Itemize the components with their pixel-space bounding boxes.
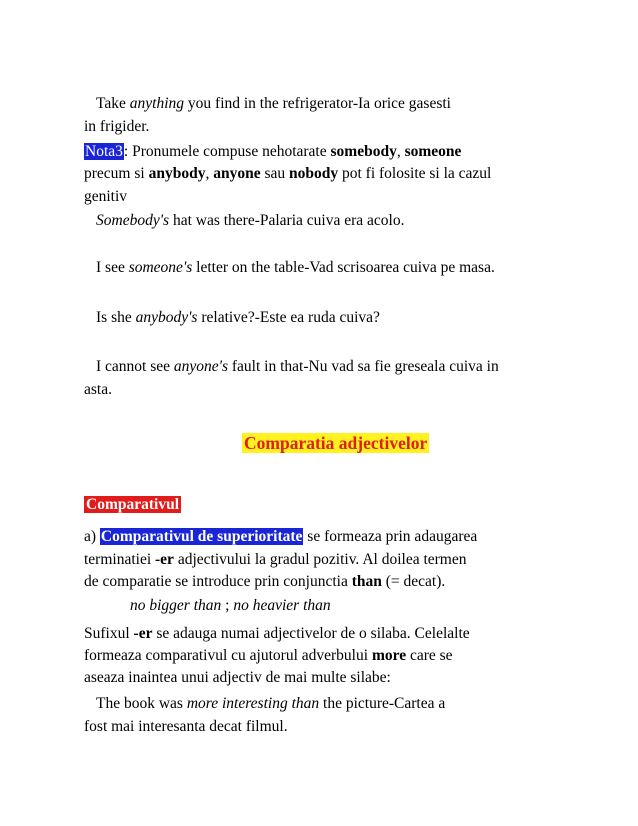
rule-highlight: Comparativul de superioritate: [100, 528, 303, 545]
example-line: [96, 694, 445, 714]
emphasis-word: anyone's: [173, 358, 229, 375]
text: ,: [205, 165, 214, 182]
note-line: [84, 164, 491, 184]
text: fault in that-Nu vad sa fie greseala cuiva in: [228, 358, 499, 375]
text: (= decat).: [381, 573, 446, 590]
bold-term: than: [351, 573, 382, 590]
text: I see: [96, 259, 129, 276]
bold-term: nobody: [289, 165, 339, 182]
note-line: [84, 187, 127, 207]
text: letter on the table-Vad scrisoarea cuiva pe masa.: [192, 259, 495, 276]
text: genitiv: [84, 188, 128, 205]
text: the picture-Cartea a: [319, 695, 446, 712]
example-line: [96, 258, 495, 278]
text: Is she: [96, 309, 136, 326]
text: : Pronumele compuse nehotarate: [123, 143, 331, 160]
bold-term: anyone: [213, 165, 261, 182]
emphasis-word: no heavier than: [233, 597, 331, 614]
emphasis-word: Somebody's: [96, 212, 170, 229]
text: precum si: [84, 165, 149, 182]
emphasis-word: someone's: [128, 259, 193, 276]
example-line: [96, 357, 499, 377]
text: ,: [396, 143, 405, 160]
text: in frigider.: [84, 118, 150, 135]
note-label: Nota3: [85, 143, 123, 160]
text: de comparatie se introduce prin conjunctia: [84, 573, 352, 590]
emphasis-word: no bigger than: [130, 597, 222, 614]
example-line: [96, 308, 380, 328]
bold-term: anybody: [148, 165, 206, 182]
bold-term: -er: [133, 625, 153, 642]
text: hat was there-Palaria cuiva era acolo.: [169, 212, 405, 229]
text: adjectivului la gradul pozitiv. Al doilea termen: [173, 551, 467, 568]
text: terminatiei: [84, 551, 156, 568]
rule-line: [84, 624, 470, 644]
comparative-example: [130, 596, 331, 616]
section-title: [242, 432, 429, 454]
example-line: [96, 211, 404, 231]
emphasis-word: anybody's: [135, 309, 198, 326]
text: pot fi folosite si la cazul: [338, 165, 492, 182]
rule-line: [84, 668, 391, 688]
text: se formeaza prin adaugarea: [303, 528, 478, 545]
subsection-heading: [84, 495, 181, 515]
example-line: [84, 380, 112, 400]
rule-line: [84, 572, 445, 592]
text: The book was: [96, 695, 187, 712]
text: care se: [406, 647, 453, 664]
paragraph-line: [84, 117, 149, 137]
paragraph-line: [96, 94, 451, 114]
emphasis-word: anything: [129, 95, 185, 112]
bold-term: -er: [155, 551, 174, 568]
rule-line: [84, 527, 477, 547]
text: se adauga numai adjectivelor de o silaba. Celelalte: [152, 625, 470, 642]
text: I cannot see: [96, 358, 174, 375]
text: aseaza inaintea unui adjectiv de mai multe silabe:: [84, 669, 391, 686]
text: sau: [260, 165, 289, 182]
subsection-title: Comparativul: [86, 496, 179, 513]
bold-term: someone: [404, 143, 462, 160]
text: you find in the refrigerator-Ia orice gasesti: [184, 95, 451, 112]
emphasis-word: more interesting than: [186, 695, 320, 712]
section-title-text: Comparatia adjectivelor: [244, 433, 428, 453]
text: Take: [96, 95, 130, 112]
text: fost mai interesanta decat filmul.: [84, 718, 288, 735]
example-line: [84, 717, 288, 737]
rule-line: [84, 550, 467, 570]
text: formeaza comparativul cu ajutorul adverbului: [84, 647, 372, 664]
text: relative?-Este ea ruda cuiva?: [197, 309, 380, 326]
text: Sufixul: [84, 625, 134, 642]
rule-line: [84, 646, 453, 666]
text: ;: [221, 597, 234, 614]
note-line: [84, 142, 461, 162]
text: asta.: [84, 381, 112, 398]
text: a): [84, 528, 100, 545]
bold-term: somebody: [330, 143, 397, 160]
bold-term: more: [371, 647, 407, 664]
